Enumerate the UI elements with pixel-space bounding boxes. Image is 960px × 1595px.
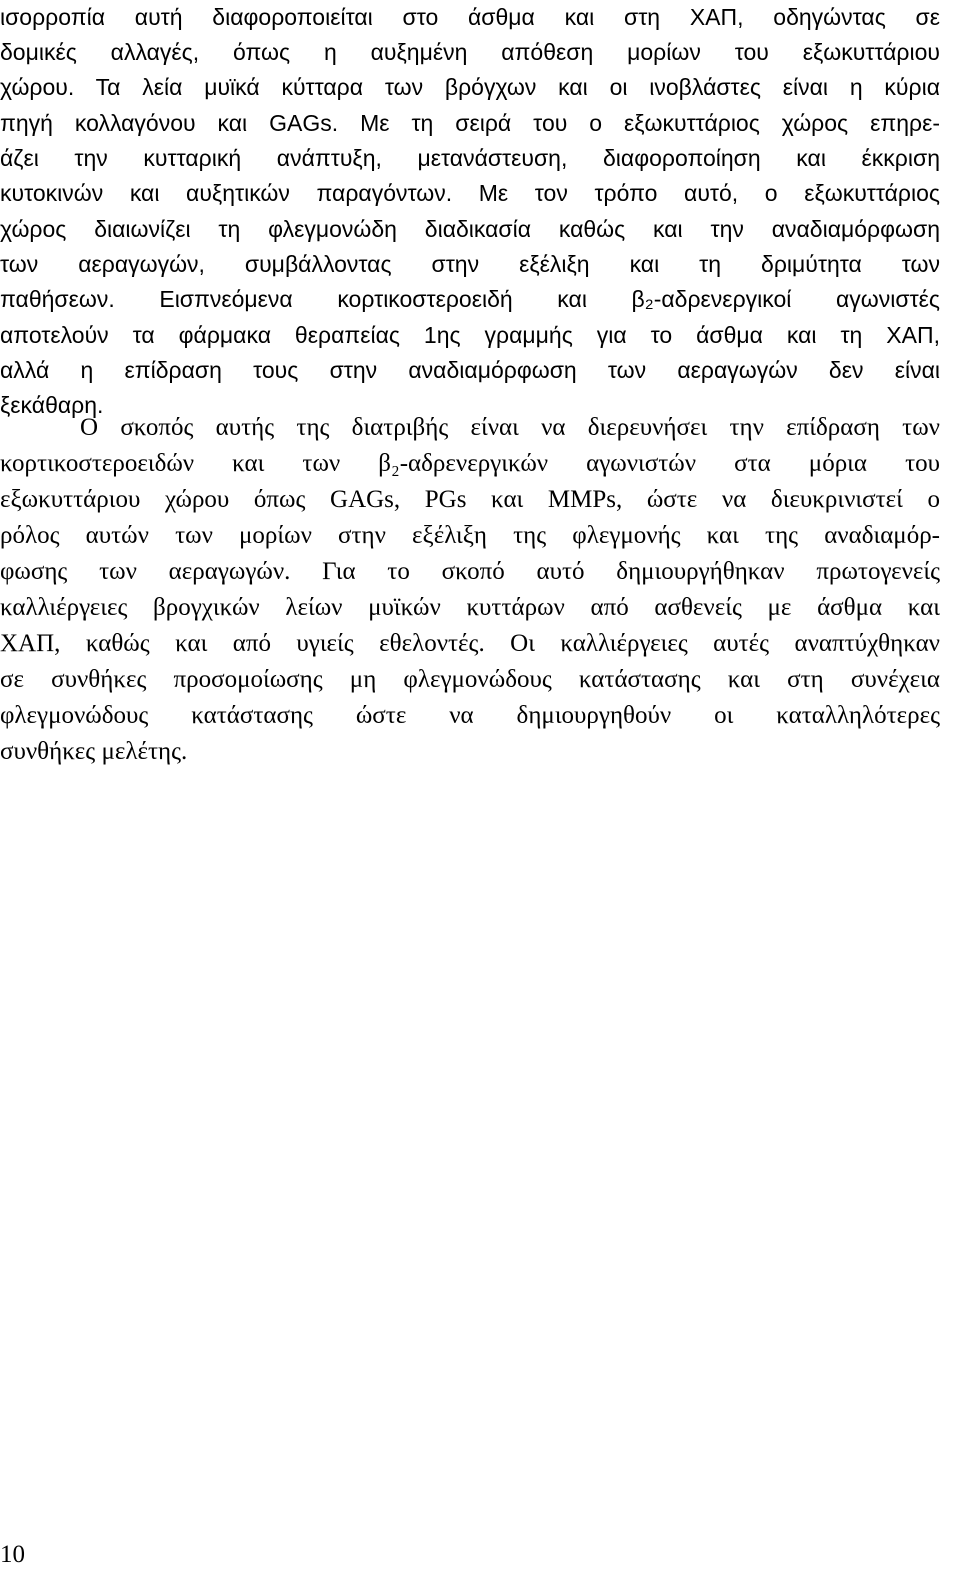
text-line: φλεγμονώδους κατάστασης ώστε να δημιουργηθούν οι καταλληλότερες [0, 702, 940, 729]
text-line: Ο σκοπός αυτής της διατριβής είναι να διερευνήσει την επίδραση των [80, 414, 940, 441]
text-line: χώρος διαιωνίζει τη φλεγμονώδη διαδικασία καθώς και την αναδιαμόρφωση [0, 216, 940, 242]
text-line: ξεκάθαρη. [0, 392, 104, 418]
text-line: συνθήκες μελέτης. [0, 738, 188, 765]
text-line: ισορροπία αυτή διαφοροποιείται στο άσθμα και στη ΧΑΠ, οδηγώντας σε [0, 4, 940, 30]
text-line: των αεραγωγών, συμβάλλοντας στην εξέλιξη και τη δριμύτητα των [0, 251, 940, 277]
text-line: δομικές αλλαγές, όπως η αυξημένη απόθεση μορίων του εξωκυττάριου [0, 39, 940, 65]
text-line: αποτελούν τα φάρμακα θεραπείας 1ης γραμμής για το άσθμα και τη ΧΑΠ, [0, 322, 940, 348]
text-line: σε συνθήκες προσομοίωσης μη φλεγμονώδους κατάστασης και στη συνέχεια [0, 666, 940, 693]
page-number: 10 [0, 1541, 25, 1568]
text-line: παθήσεων. Εισπνεόμενα κορτικοστεροειδή και β₂-αδρενεργικοί αγωνιστές [0, 286, 940, 312]
text-line: καλλιέργειες βρογχικών λείων μυϊκών κυττάρων από ασθενείς με άσθμα και [0, 594, 940, 621]
text-line: εξωκυττάριου χώρου όπως GAGs, PGs και MMPs, ώστε να διευκρινιστεί ο [0, 486, 940, 513]
text-line: χώρου. Τα λεία μυϊκά κύτταρα των βρόγχων και οι ινοβλάστες είναι η κύρια [0, 74, 940, 100]
text-line: ρόλος αυτών των μορίων στην εξέλιξη της φλεγμονής και της αναδιαμόρ- [0, 522, 940, 549]
text-line: αλλά η επίδραση τους στην αναδιαμόρφωση των αεραγωγών δεν είναι [0, 357, 940, 383]
text-line: πηγή κολλαγόνου και GAGs. Με τη σειρά του ο εξωκυττάριος χώρος επηρε- [0, 110, 940, 136]
text-line: ΧΑΠ, καθώς και από υγιείς εθελοντές. Οι καλλιέργειες αυτές αναπτύχθηκαν [0, 630, 940, 657]
text-line: κυτοκινών και αυξητικών παραγόντων. Με τον τρόπο αυτό, ο εξωκυττάριος [0, 180, 940, 206]
text-line: κορτικοστεροειδών και των β₂-αδρενεργικών αγωνιστών στα μόρια του [0, 450, 940, 477]
text-line: άζει την κυτταρική ανάπτυξη, μετανάστευση, διαφοροποίηση και έκκριση [0, 145, 940, 171]
text-line: φωσης των αεραγωγών. Για το σκοπό αυτό δημιουργήθηκαν πρωτογενείς [0, 558, 940, 585]
